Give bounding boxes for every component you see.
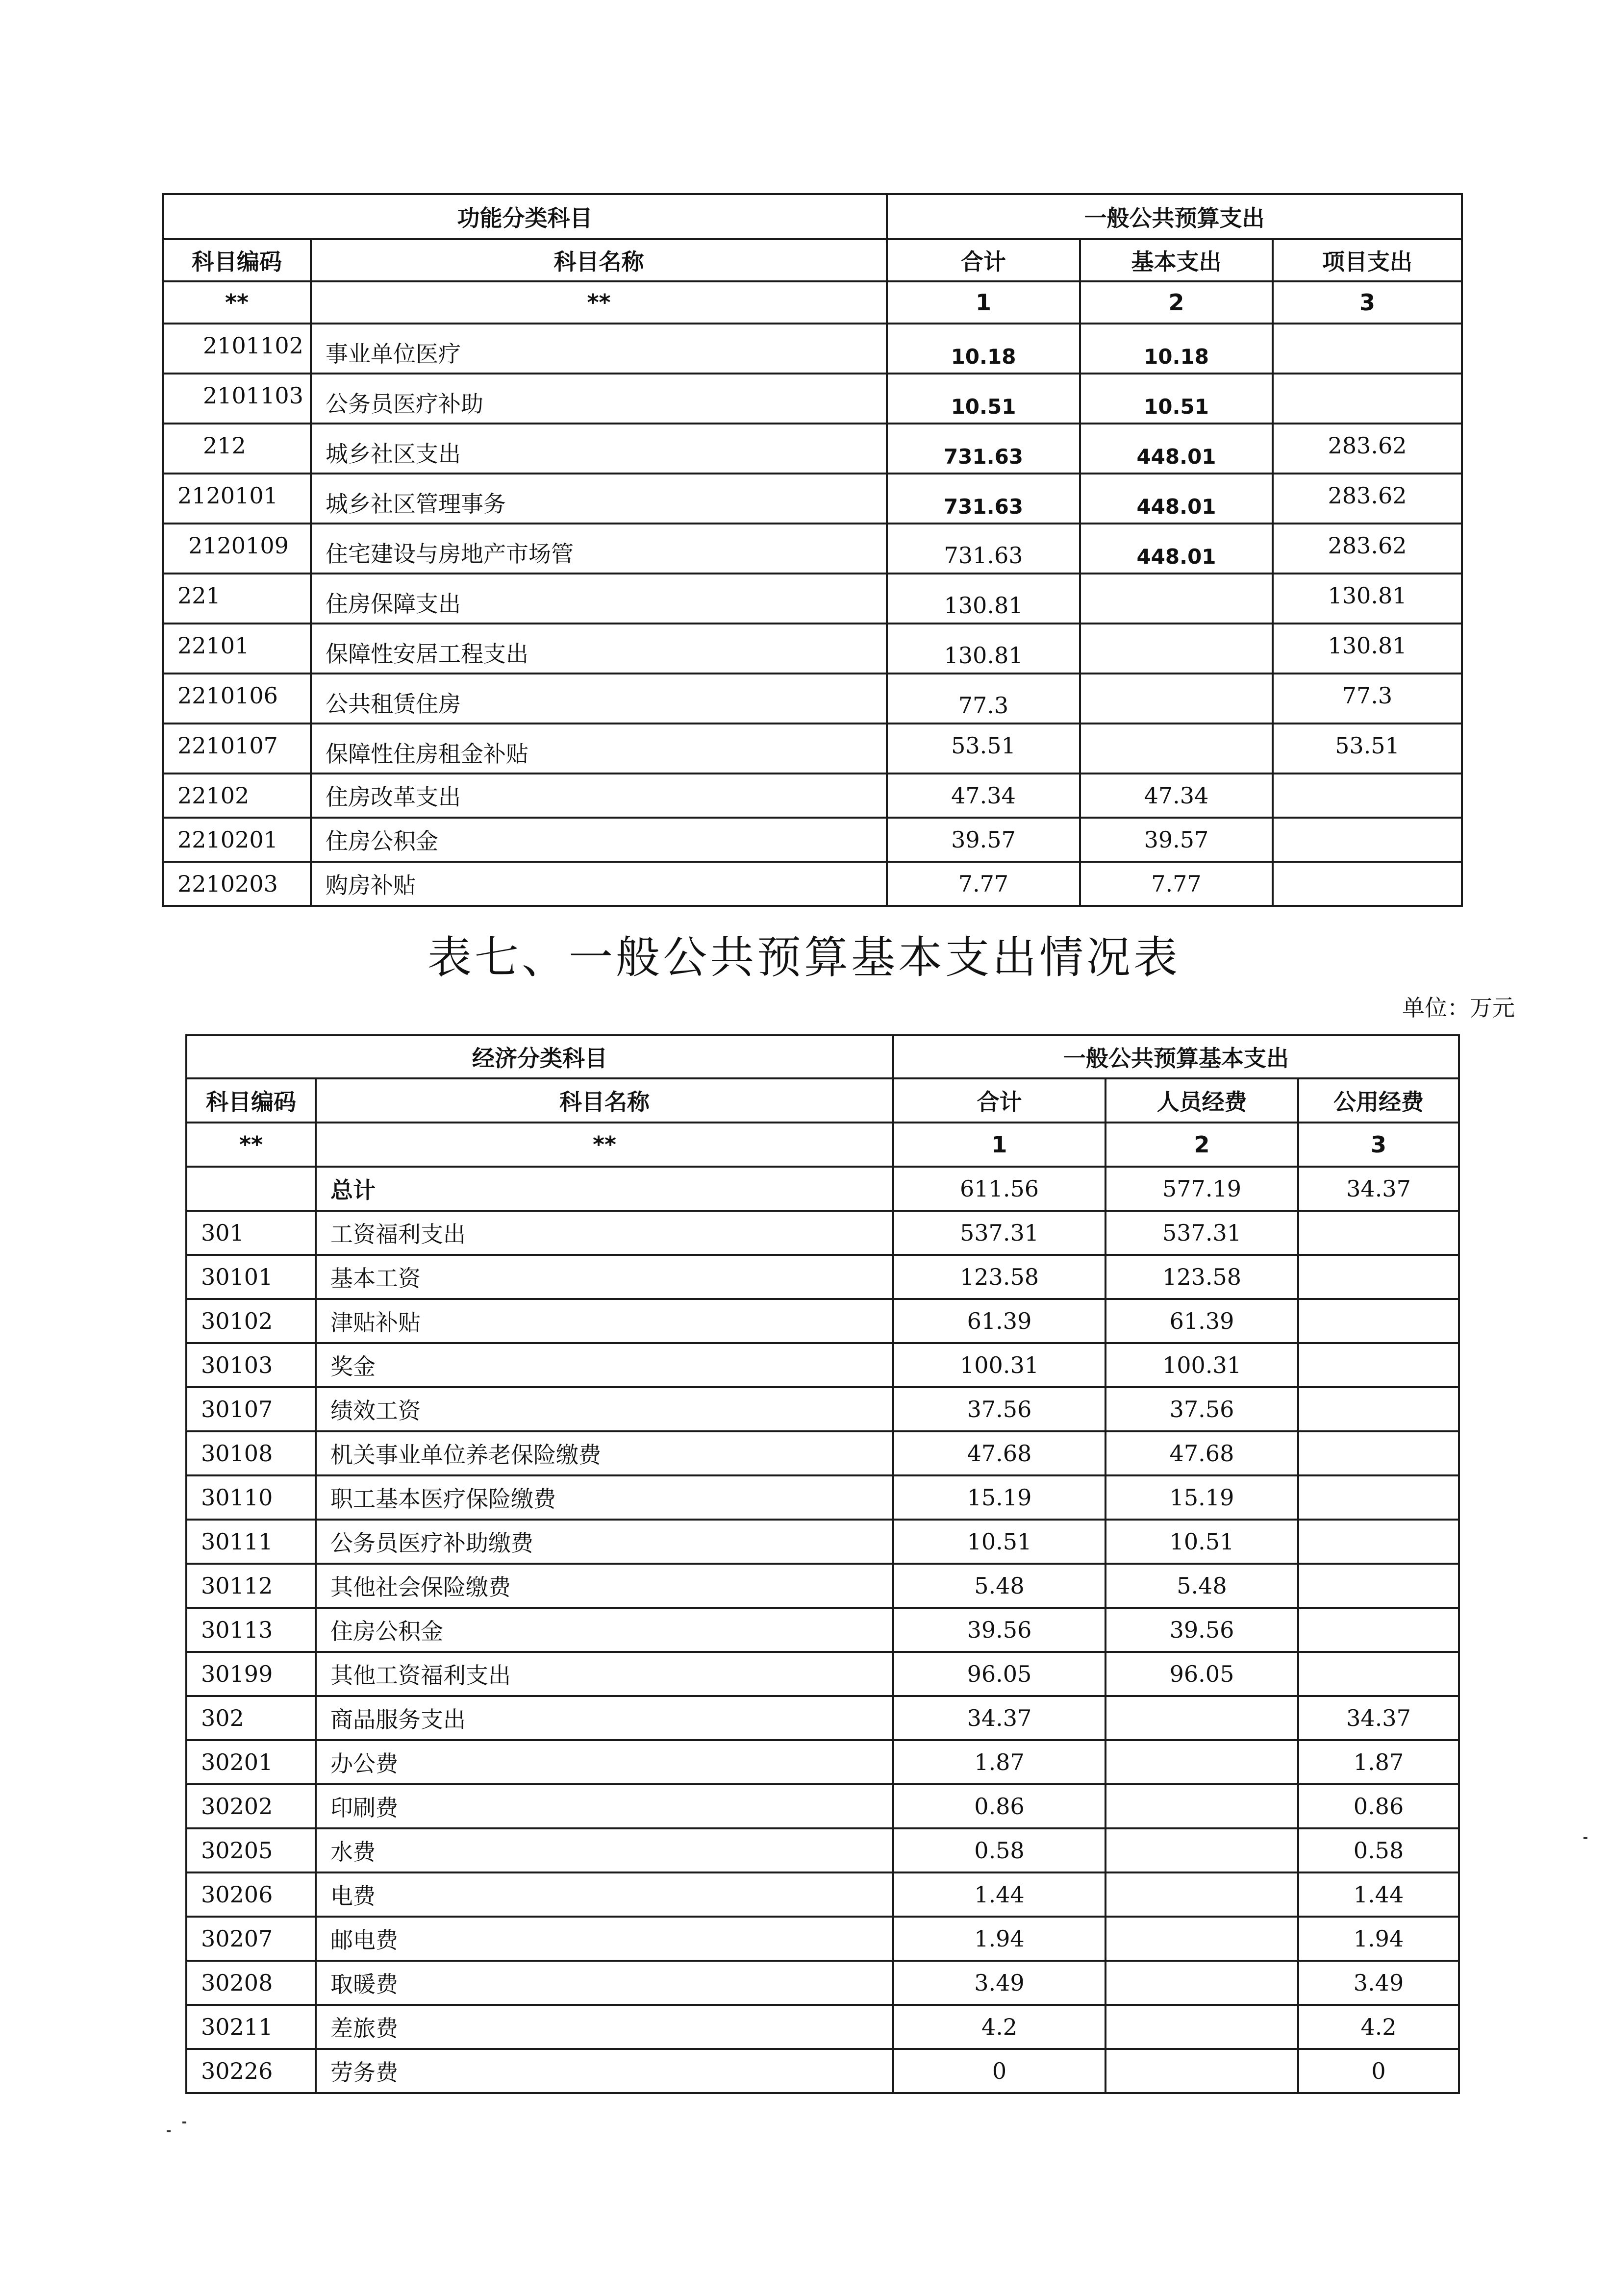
row-code: 2210203 [163, 862, 311, 906]
row-name: 水费 [316, 1828, 893, 1872]
header-basic: 基本支出 [1080, 239, 1273, 281]
row-basic: 7.77 [1080, 862, 1273, 906]
row-code: 30208 [186, 1961, 316, 2005]
table-row [186, 2005, 1459, 2049]
functional-expenditure-table [162, 193, 1463, 907]
row-total: 61.39 [893, 1299, 1106, 1343]
table-index-row [163, 281, 1462, 324]
row-project: 283.62 [1273, 424, 1462, 474]
row-name: 办公费 [316, 1740, 893, 1784]
row-total: 10.51 [893, 1520, 1106, 1564]
row-project [1273, 818, 1462, 862]
row-public [1298, 1431, 1459, 1475]
row-public: 1.94 [1298, 1917, 1459, 1961]
row-total: 53.51 [887, 724, 1080, 774]
row-project [1273, 324, 1462, 374]
row-public: 3.49 [1298, 1961, 1459, 2005]
row-code: 30110 [186, 1475, 316, 1520]
row-public: 4.2 [1298, 2005, 1459, 2049]
table-row [186, 1652, 1459, 1696]
row-code: 2210107 [163, 724, 311, 774]
row-total: 37.56 [893, 1387, 1106, 1431]
index-name: ** [311, 281, 887, 324]
index-total: 1 [893, 1123, 1106, 1167]
row-project: 53.51 [1273, 724, 1462, 774]
row-public [1298, 1608, 1459, 1652]
table-row [186, 1299, 1459, 1343]
row-code: 30202 [186, 1784, 316, 1828]
row-total: 39.57 [887, 818, 1080, 862]
table-row [163, 324, 1462, 374]
index-project: 3 [1273, 281, 1462, 324]
row-public: 34.37 [1298, 1167, 1459, 1211]
row-public: 0.58 [1298, 1828, 1459, 1872]
row-personnel: 577.19 [1106, 1167, 1298, 1211]
index-public: 3 [1298, 1123, 1459, 1167]
row-project: 130.81 [1273, 624, 1462, 674]
row-personnel [1106, 2005, 1298, 2049]
row-basic: 47.34 [1080, 774, 1273, 818]
row-code: 30101 [186, 1255, 316, 1299]
row-personnel [1106, 2049, 1298, 2093]
row-total: 96.05 [893, 1652, 1106, 1696]
row-name: 奖金 [316, 1343, 893, 1387]
header-name: 科目名称 [316, 1078, 893, 1123]
row-total: 731.63 [887, 424, 1080, 474]
row-name: 城乡社区管理事务 [311, 474, 887, 524]
row-personnel [1106, 1740, 1298, 1784]
row-public [1298, 1564, 1459, 1608]
table-row [186, 1343, 1459, 1387]
header-total: 合计 [893, 1078, 1106, 1123]
row-public [1298, 1520, 1459, 1564]
header-name: 科目名称 [311, 239, 887, 281]
row-personnel [1106, 1696, 1298, 1740]
table-row [163, 774, 1462, 818]
row-public [1298, 1211, 1459, 1255]
row-total: 3.49 [893, 1961, 1106, 2005]
group-header-basic-budget: 一般公共预算基本支出 [893, 1035, 1459, 1078]
row-personnel: 47.68 [1106, 1431, 1298, 1475]
row-code: 30211 [186, 2005, 316, 2049]
row-total: 10.18 [887, 324, 1080, 374]
group-header-general-budget: 一般公共预算支出 [887, 194, 1462, 239]
row-code: 2120101 [163, 474, 311, 524]
row-public: 1.87 [1298, 1740, 1459, 1784]
table-row [186, 1608, 1459, 1652]
row-total: 1.87 [893, 1740, 1106, 1784]
row-name: 其他社会保险缴费 [316, 1564, 893, 1608]
table-row [186, 1696, 1459, 1740]
basic-expenditure-table [185, 1034, 1460, 2094]
row-project [1273, 374, 1462, 424]
row-personnel [1106, 1872, 1298, 1917]
row-code: 30226 [186, 2049, 316, 2093]
row-total: 0.86 [893, 1784, 1106, 1828]
header-total: 合计 [887, 239, 1080, 281]
scan-mark [182, 2121, 186, 2123]
row-public [1298, 1343, 1459, 1387]
row-personnel [1106, 1917, 1298, 1961]
row-code: 30205 [186, 1828, 316, 1872]
table-row [186, 1211, 1459, 1255]
row-code: 30108 [186, 1431, 316, 1475]
row-name: 公务员医疗补助 [311, 374, 887, 424]
row-total: 0 [893, 2049, 1106, 2093]
row-basic [1080, 724, 1273, 774]
row-code: 30113 [186, 1608, 316, 1652]
row-name: 城乡社区支出 [311, 424, 887, 474]
table-row [163, 424, 1462, 474]
row-total: 4.2 [893, 2005, 1106, 2049]
table-index-row [186, 1123, 1459, 1167]
row-total: 10.51 [887, 374, 1080, 424]
header-code: 科目编码 [163, 239, 311, 281]
row-basic [1080, 674, 1273, 724]
row-code: 30112 [186, 1564, 316, 1608]
row-code: 22102 [163, 774, 311, 818]
row-code: 2210201 [163, 818, 311, 862]
row-name: 津贴补贴 [316, 1299, 893, 1343]
row-code: 301 [186, 1211, 316, 1255]
row-basic: 448.01 [1080, 524, 1273, 574]
table-row [186, 1520, 1459, 1564]
row-total: 1.44 [893, 1872, 1106, 1917]
row-name: 住房改革支出 [311, 774, 887, 818]
table-row [186, 1740, 1459, 1784]
row-code: 30107 [186, 1387, 316, 1431]
row-public [1298, 1387, 1459, 1431]
row-name: 邮电费 [316, 1917, 893, 1961]
row-total: 5.48 [893, 1564, 1106, 1608]
table-row [163, 818, 1462, 862]
row-code [186, 1167, 316, 1211]
table-group-header-row [163, 194, 1462, 239]
row-basic [1080, 574, 1273, 624]
row-total: 47.68 [893, 1431, 1106, 1475]
row-name: 印刷费 [316, 1784, 893, 1828]
row-code: 2120109 [163, 524, 311, 574]
row-name: 其他工资福利支出 [316, 1652, 893, 1696]
row-basic: 10.51 [1080, 374, 1273, 424]
table-row [186, 1784, 1459, 1828]
row-name: 公务员医疗补助缴费 [316, 1520, 893, 1564]
row-total: 731.63 [887, 474, 1080, 524]
table-row-total [186, 1167, 1459, 1211]
table-row [186, 1961, 1459, 2005]
table-row [163, 674, 1462, 724]
row-total: 100.31 [893, 1343, 1106, 1387]
unit-label: 单位：万元 [1402, 995, 1515, 1021]
row-total: 77.3 [887, 674, 1080, 724]
row-name: 住房公积金 [316, 1608, 893, 1652]
table-header-row [186, 1078, 1459, 1123]
table-row [186, 2049, 1459, 2093]
table-row [186, 1475, 1459, 1520]
row-total: 130.81 [887, 624, 1080, 674]
row-project: 77.3 [1273, 674, 1462, 724]
row-name: 商品服务支出 [316, 1696, 893, 1740]
row-code: 30206 [186, 1872, 316, 1917]
row-personnel [1106, 1784, 1298, 1828]
row-code: 2101103 [163, 374, 311, 424]
row-total: 611.56 [893, 1167, 1106, 1211]
row-name: 住房公积金 [311, 818, 887, 862]
row-name: 总计 [316, 1167, 893, 1211]
row-project: 283.62 [1273, 474, 1462, 524]
scan-mark [1583, 1837, 1587, 1839]
row-name: 基本工资 [316, 1255, 893, 1299]
row-code: 30201 [186, 1740, 316, 1784]
row-project [1273, 862, 1462, 906]
row-project: 283.62 [1273, 524, 1462, 574]
row-total: 0.58 [893, 1828, 1106, 1872]
row-total: 7.77 [887, 862, 1080, 906]
row-public [1298, 1475, 1459, 1520]
row-personnel: 15.19 [1106, 1475, 1298, 1520]
table-row [186, 1828, 1459, 1872]
index-code: ** [186, 1123, 316, 1167]
row-public [1298, 1299, 1459, 1343]
row-public [1298, 1255, 1459, 1299]
row-personnel: 37.56 [1106, 1387, 1298, 1431]
row-code: 221 [163, 574, 311, 624]
row-personnel: 100.31 [1106, 1343, 1298, 1387]
table-row [186, 1564, 1459, 1608]
index-total: 1 [887, 281, 1080, 324]
row-name: 机关事业单位养老保险缴费 [316, 1431, 893, 1475]
row-personnel [1106, 1828, 1298, 1872]
header-project: 项目支出 [1273, 239, 1462, 281]
row-code: 2101102 [163, 324, 311, 374]
table-row [163, 862, 1462, 906]
group-header-functional: 功能分类科目 [163, 194, 887, 239]
row-total: 39.56 [893, 1608, 1106, 1652]
row-personnel: 10.51 [1106, 1520, 1298, 1564]
row-personnel: 96.05 [1106, 1652, 1298, 1696]
group-header-economic: 经济分类科目 [186, 1035, 893, 1078]
table-row [163, 724, 1462, 774]
row-code: 30199 [186, 1652, 316, 1696]
table-group-header-row [186, 1035, 1459, 1078]
row-basic: 10.18 [1080, 324, 1273, 374]
row-basic [1080, 624, 1273, 674]
row-basic: 448.01 [1080, 474, 1273, 524]
table-row [163, 574, 1462, 624]
table-row [186, 1917, 1459, 1961]
row-total: 731.63 [887, 524, 1080, 574]
row-code: 30102 [186, 1299, 316, 1343]
row-total: 537.31 [893, 1211, 1106, 1255]
row-project: 130.81 [1273, 574, 1462, 624]
table-header-row [163, 239, 1462, 281]
row-name: 保障性住房租金补贴 [311, 724, 887, 774]
index-basic: 2 [1080, 281, 1273, 324]
row-name: 电费 [316, 1872, 893, 1917]
row-total: 34.37 [893, 1696, 1106, 1740]
row-code: 2210106 [163, 674, 311, 724]
header-public: 公用经费 [1298, 1078, 1459, 1123]
row-code: 30103 [186, 1343, 316, 1387]
row-name: 事业单位医疗 [311, 324, 887, 374]
row-name: 职工基本医疗保险缴费 [316, 1475, 893, 1520]
row-name: 住宅建设与房地产市场管 [311, 524, 887, 574]
row-basic: 448.01 [1080, 424, 1273, 474]
table-row [186, 1255, 1459, 1299]
row-name: 住房保障支出 [311, 574, 887, 624]
row-name: 差旅费 [316, 2005, 893, 2049]
row-personnel: 537.31 [1106, 1211, 1298, 1255]
row-basic: 39.57 [1080, 818, 1273, 862]
row-public: 0.86 [1298, 1784, 1459, 1828]
row-code: 22101 [163, 624, 311, 674]
table-row [163, 474, 1462, 524]
row-total: 47.34 [887, 774, 1080, 818]
header-personnel: 人员经费 [1106, 1078, 1298, 1123]
table-row [186, 1387, 1459, 1431]
scan-mark [167, 2130, 171, 2132]
row-public: 34.37 [1298, 1696, 1459, 1740]
row-name: 绩效工资 [316, 1387, 893, 1431]
row-name: 取暖费 [316, 1961, 893, 2005]
row-name: 保障性安居工程支出 [311, 624, 887, 674]
row-total: 1.94 [893, 1917, 1106, 1961]
row-personnel: 5.48 [1106, 1564, 1298, 1608]
table-row [186, 1872, 1459, 1917]
row-name: 购房补贴 [311, 862, 887, 906]
table-row [163, 524, 1462, 574]
row-personnel: 123.58 [1106, 1255, 1298, 1299]
row-project [1273, 774, 1462, 818]
index-personnel: 2 [1106, 1123, 1298, 1167]
row-total: 15.19 [893, 1475, 1106, 1520]
index-name: ** [316, 1123, 893, 1167]
row-name: 工资福利支出 [316, 1211, 893, 1255]
row-code: 302 [186, 1696, 316, 1740]
row-public: 1.44 [1298, 1872, 1459, 1917]
row-total: 130.81 [887, 574, 1080, 624]
row-name: 公共租赁住房 [311, 674, 887, 724]
row-public [1298, 1652, 1459, 1696]
row-name: 劳务费 [316, 2049, 893, 2093]
index-code: ** [163, 281, 311, 324]
table-row [163, 624, 1462, 674]
row-code: 212 [163, 424, 311, 474]
row-public: 0 [1298, 2049, 1459, 2093]
table-title: 表七、一般公共预算基本支出情况表 [427, 932, 1181, 983]
table-row [186, 1431, 1459, 1475]
row-code: 30111 [186, 1520, 316, 1564]
table-row [163, 374, 1462, 424]
row-code: 30207 [186, 1917, 316, 1961]
row-personnel: 61.39 [1106, 1299, 1298, 1343]
header-code: 科目编码 [186, 1078, 316, 1123]
row-personnel: 39.56 [1106, 1608, 1298, 1652]
row-total: 123.58 [893, 1255, 1106, 1299]
row-personnel [1106, 1961, 1298, 2005]
